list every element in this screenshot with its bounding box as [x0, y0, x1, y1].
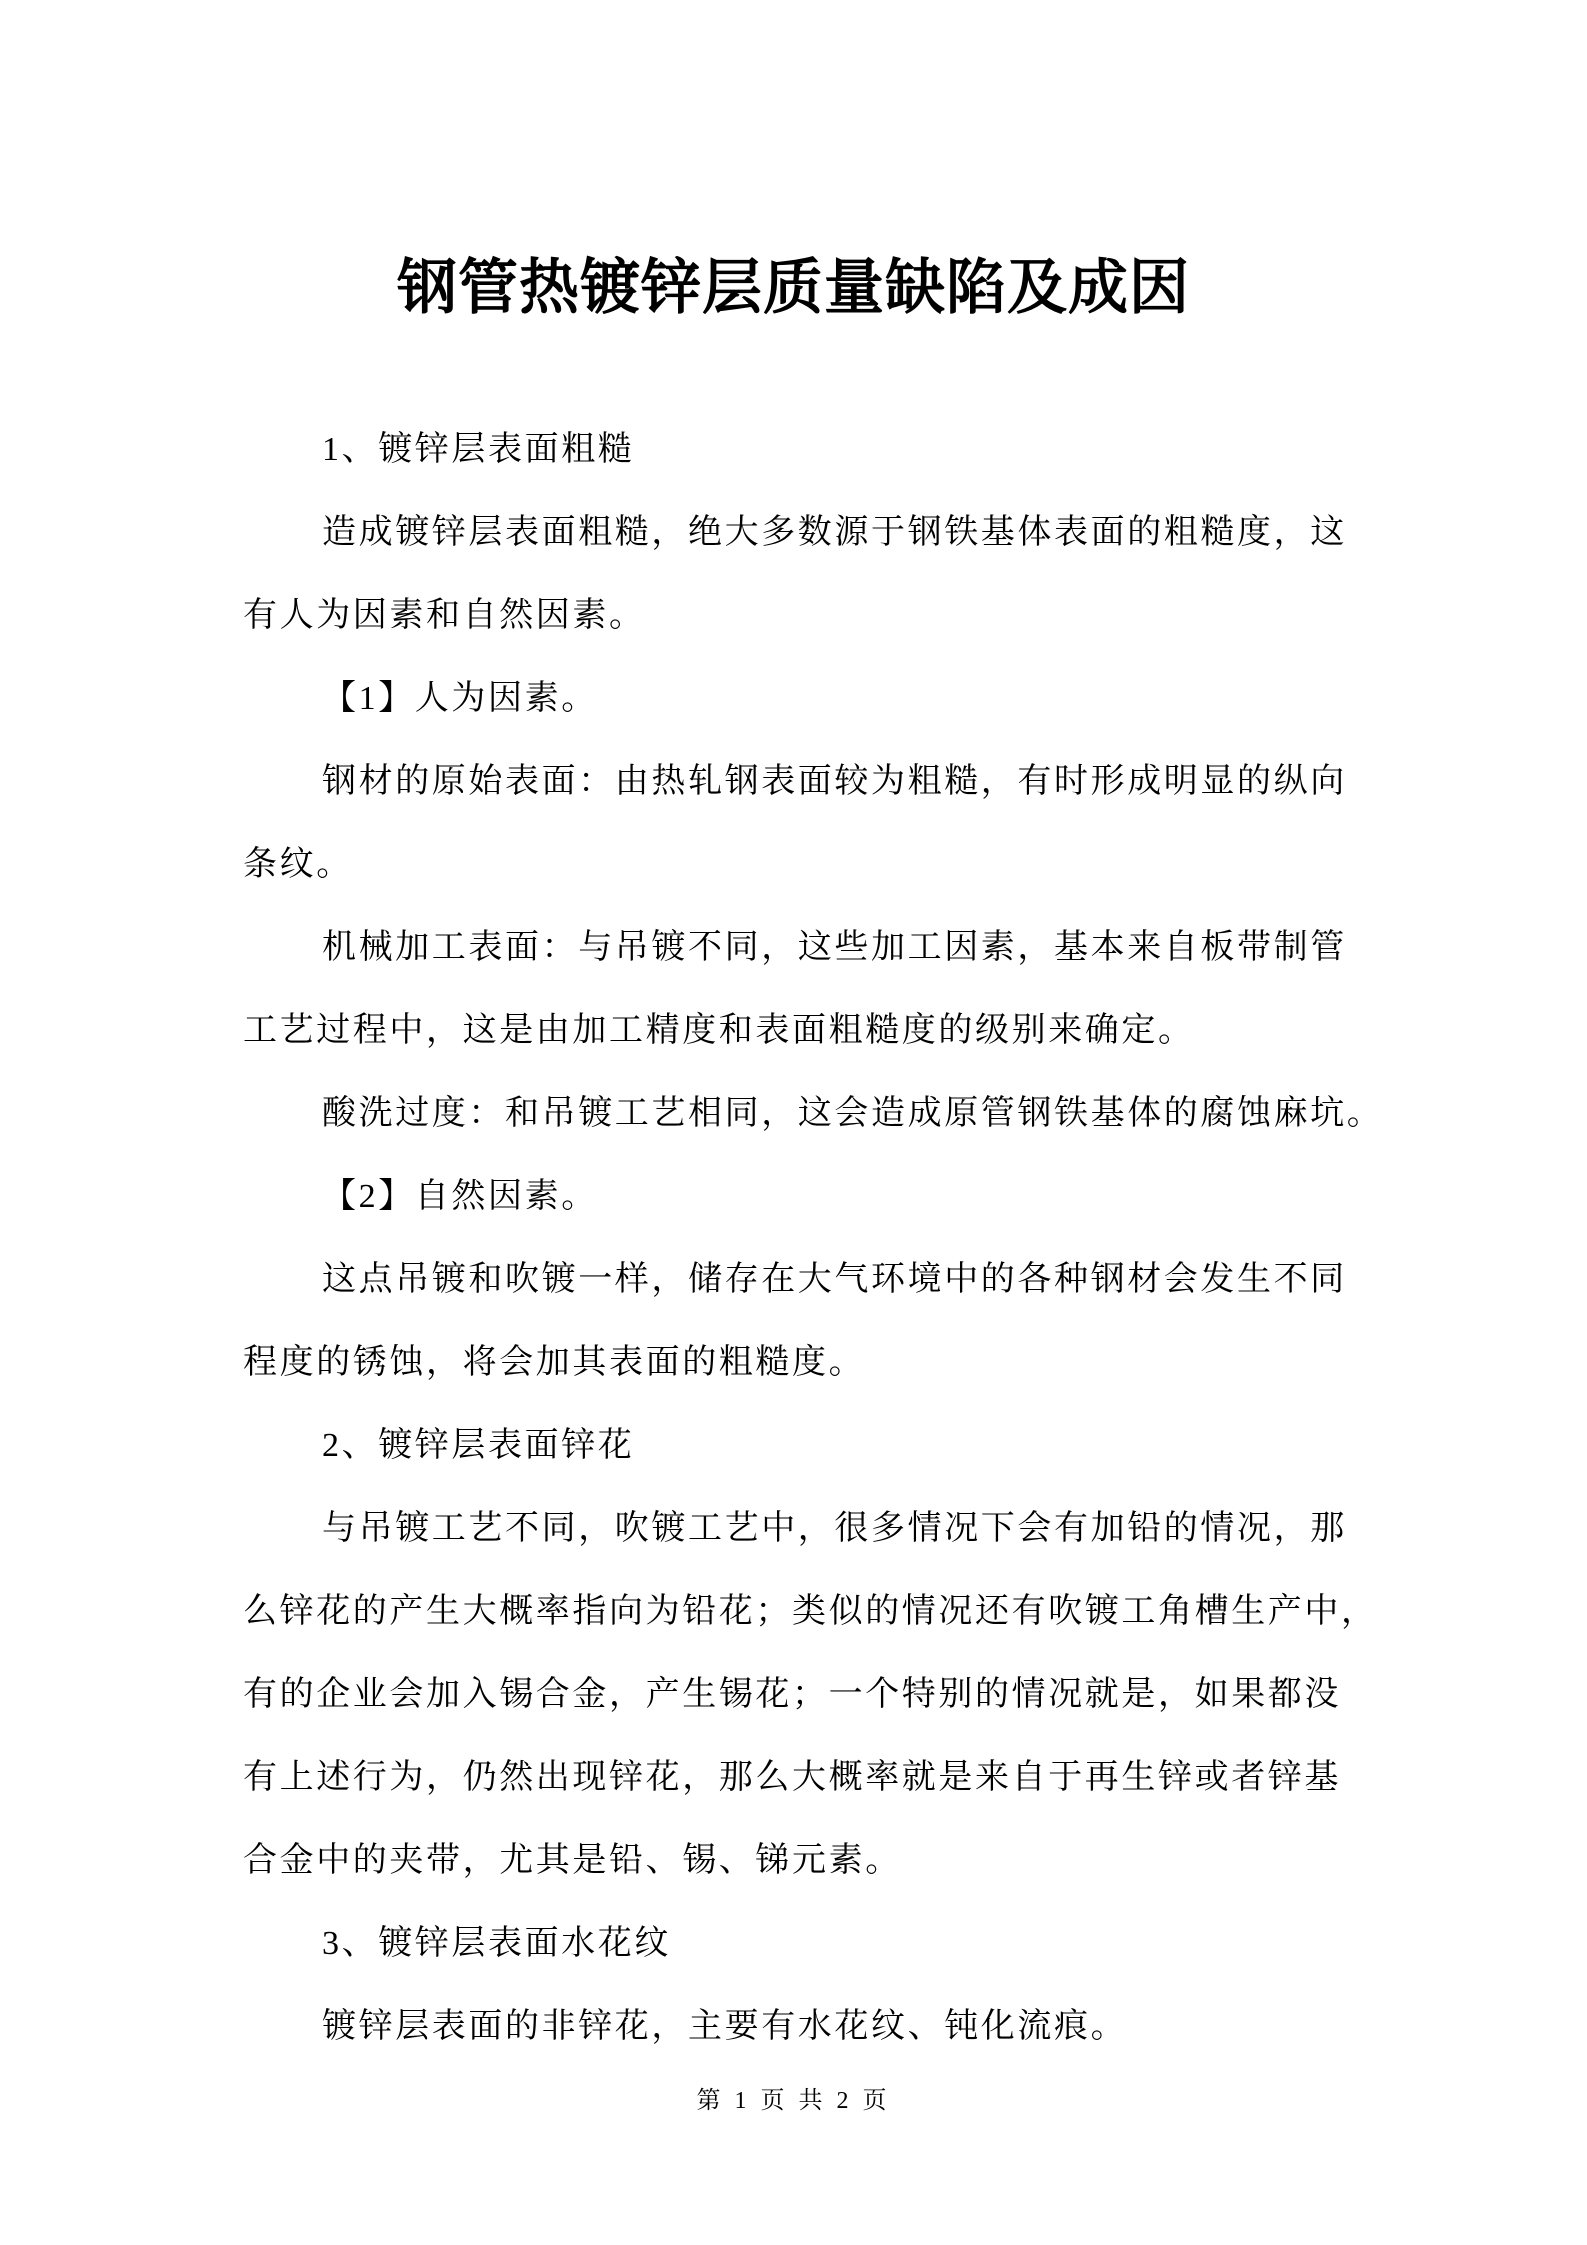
document-line: 与吊镀工艺不同，吹镀工艺中，很多情况下会有加铅的情况，那	[322, 1510, 1347, 1547]
document-line: 程度的锈蚀，将会加其表面的粗糙度。	[243, 1344, 866, 1381]
document-line: 造成镀锌层表面粗糙，绝大多数源于钢铁基体表面的粗糙度，这	[322, 514, 1347, 551]
document-line: 有的企业会加入锡合金，产生锡花；一个特别的情况就是，如果都没	[243, 1676, 1341, 1713]
document-line: 有人为因素和自然因素。	[243, 597, 646, 634]
document-line: 钢材的原始表面：由热轧钢表面较为粗糙，有时形成明显的纵向	[322, 763, 1347, 800]
document-body	[243, 408, 1384, 2068]
document-line: 合金中的夹带，尤其是铅、锡、锑元素。	[243, 1842, 902, 1879]
document-line: 酸洗过度：和吊镀工艺相同，这会造成原管钢铁基体的腐蚀麻坑。	[322, 1095, 1384, 1132]
document-line: 1、镀锌层表面粗糙	[322, 431, 635, 468]
document-line: 这点吊镀和吹镀一样，储存在大气环境中的各种钢材会发生不同	[322, 1261, 1347, 1298]
document-line: 么锌花的产生大概率指向为铅花；类似的情况还有吹镀工角槽生产中，	[243, 1593, 1378, 1630]
document-line: 镀锌层表面的非锌花，主要有水花纹、钝化流痕。	[322, 2008, 1128, 2045]
document-line: 3、镀锌层表面水花纹	[322, 1925, 671, 1962]
document-line: 【2】自然因素。	[322, 1178, 598, 1215]
document-line: 条纹。	[243, 846, 353, 883]
document-line: 工艺过程中，这是由加工精度和表面粗糙度的级别来确定。	[243, 1012, 1195, 1049]
document-line: 有上述行为，仍然出现锌花，那么大概率就是来自于再生锌或者锌基	[243, 1759, 1341, 1796]
document-line: 【1】人为因素。	[322, 680, 598, 717]
document-line: 2、镀锌层表面锌花	[322, 1427, 635, 1464]
page-number-footer: 第 1 页 共 2 页	[696, 2088, 891, 2114]
document-title: 钢管热镀锌层质量缺陷及成因	[397, 255, 1190, 321]
document-line: 机械加工表面：与吊镀不同，这些加工因素，基本来自板带制管	[322, 929, 1347, 966]
